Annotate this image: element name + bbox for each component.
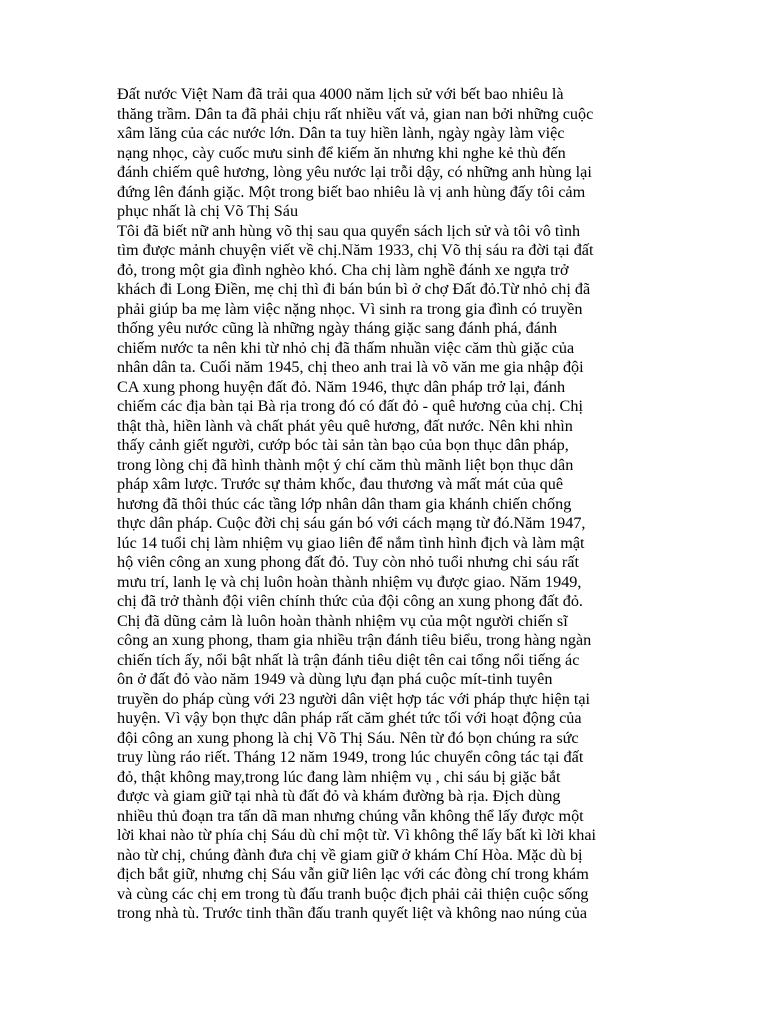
- text-line: CA xung phong huyện đất đỏ. Năm 1946, thực dân pháp trở lại, đánh: [117, 377, 566, 396]
- text-line: Đất nước Việt Nam đã trải qua 4000 năm lịch sử với bết bao nhiêu là: [117, 85, 564, 103]
- text-line: thống yêu nước cũng là những ngày tháng giặc sang đánh phá, đánh: [117, 319, 558, 337]
- text-line: đứng lên đánh giặc. Một trong biết bao nhiêu là vị anh hùng đấy tôi cảm: [117, 182, 586, 201]
- text-line: công an xung phong, tham gia nhiều trận đánh tiêu biểu, trong hàng ngàn: [117, 631, 592, 649]
- text-line: nạng nhọc, cày cuốc mưu sinh để kiếm ăn nhưng khi nghe kẻ thù đến: [117, 143, 566, 162]
- text-line: huyện. Vì vậy bọn thực dân pháp rất căm ghét tức tối với hoạt động của: [117, 709, 582, 727]
- text-line: khách đi Long Điền, mẹ chị thì đi bán bún bì ở chợ Đất đỏ.Từ nhỏ chị đã: [117, 280, 591, 298]
- text-line: chiến tích ấy, nổi bật nhất là trận đánh tiêu diệt tên cai tổng nổi tiếng ác: [117, 650, 580, 669]
- text-line: đánh chiếm quê hương, lòng yêu nước lại trỗi dậy, có những anh hùng lại: [117, 163, 592, 181]
- text-line: lời khai nào từ phía chị Sáu dù chỉ một từ. Vì không thể lấy bất kì lời khai: [117, 826, 597, 844]
- document-body: [117, 85, 637, 924]
- text-line: trong nhà tù. Trước tinh thần đấu tranh quyết liệt và không nao núng của: [117, 904, 588, 922]
- text-line: phục nhất là chị Võ Thị Sáu: [117, 202, 299, 220]
- text-line: và cùng các chị em trong tù đấu tranh buộc địch phải cải thiện cuộc sống: [117, 884, 589, 903]
- text-line: trong lòng chị đã hình thành một ý chí căm thù mãnh liệt bọn thục dân: [117, 455, 574, 474]
- text-line: địch bắt giữ, nhưng chị Sáu vẫn giữ liên lạc với các đòng chí trong khám: [117, 865, 589, 883]
- text-line: lúc 14 tuổi chị làm nhiệm vụ giao liên để nắm tình hình địch và làm mật: [117, 533, 585, 552]
- text-line: thật thà, hiền lành và chất phát yêu quê hương, đất nước. Nên khi nhìn: [117, 416, 573, 435]
- text-line: ôn ở đất đỏ vào năm 1949 và dùng lựu đạn phá cuộc mít-tinh tuyên: [117, 670, 553, 688]
- text-line: đội công an xung phong là chị Võ Thị Sáu. Nên từ đó bọn chúng ra sức: [117, 728, 579, 747]
- text-line: thấy cảnh giết người, cướp bóc tài sản tàn bạo của bọn thục dân pháp,: [117, 436, 569, 454]
- text-line: được và giam giữ tại nhà tù đất đỏ và khám đường bà rịa. Địch dùng: [117, 787, 561, 805]
- text-line: đỏ, trong một gia đình nghèo khó. Cha chị làm nghề đánh xe ngựa trở: [117, 260, 569, 279]
- text-line: xâm lăng của các nước lớn. Dân ta tuy hiền lành, ngày ngày làm việc: [117, 124, 565, 142]
- text-line: thực dân pháp. Cuộc đời chị sáu gán bó với cách mạng từ đó.Năm 1947,: [117, 514, 586, 532]
- text-line: Tôi đã biết nữ anh hùng võ thị sau qua quyển sách lịch sử và tôi vô tình: [117, 221, 581, 240]
- document-page: [117, 85, 637, 924]
- text-line: pháp xâm lược. Trước sự thảm khốc, đau thương và mất mát của quê: [117, 475, 564, 493]
- text-line: hộ viên công an xung phong đất đỏ. Tuy còn nhỏ tuổi nhưng chi sáu rất: [117, 553, 579, 571]
- text-line: truyền do pháp cùng với 23 người dân việt hợp tác với pháp thực hiện tại: [117, 689, 591, 708]
- text-line: nhân dân ta. Cuối năm 1945, chị theo anh trai là võ văn me gia nhập đội: [117, 358, 584, 376]
- text-line: mưu trí, lanh lẹ và chị luôn hoàn thành nhiệm vụ được giao. Năm 1949,: [117, 572, 582, 591]
- text-line: nào từ chị, chúng đành đưa chị về giam giữ ở khám Chí Hòa. Mặc dù bị: [117, 845, 583, 864]
- text-line: chị đã trở thành đội viên chính thức của đội công an xung phong đất đỏ.: [117, 592, 583, 610]
- text-line: tìm được mảnh chuyện viết về chị.Năm 1933, chị Võ thị sáu ra đời tại đất: [117, 241, 594, 259]
- text-line: hương đã thôi thúc các tầng lớp nhân dân tham gia khánh chiến chống: [117, 494, 572, 513]
- text-line: phải giúp ba mẹ làm việc nặng nhọc. Vì sinh ra trong gia đình có truyền: [117, 299, 583, 318]
- text-line: thăng trầm. Dân ta đã phải chịu rất nhiều vất vả, gian nan bởi những cuộc: [117, 104, 594, 123]
- text-line: đỏ, thật không may,trong lúc đang làm nhiệm vụ , chi sáu bị giặc bắt: [117, 767, 561, 786]
- text-line: Chị đã dũng cảm là luôn hoàn thành nhiệm vụ của một người chiến sĩ: [117, 611, 568, 630]
- text-line: truy lùng ráo riết. Tháng 12 năm 1949, trong lúc chuyển công tác tại đất: [117, 748, 584, 766]
- text-line: chiếm các địa bàn tại Bà rịa trong đó có đất đỏ - quê hương của chị. Chị: [117, 397, 583, 415]
- text-line: nhiều thủ đoạn tra tấn dã man nhưng chúng vẫn không thể lấy được một: [117, 806, 584, 825]
- text-line: chiếm nước ta nên khi từ nhỏ chị đã thấm nhuần việc căm thù giặc của: [117, 338, 575, 357]
